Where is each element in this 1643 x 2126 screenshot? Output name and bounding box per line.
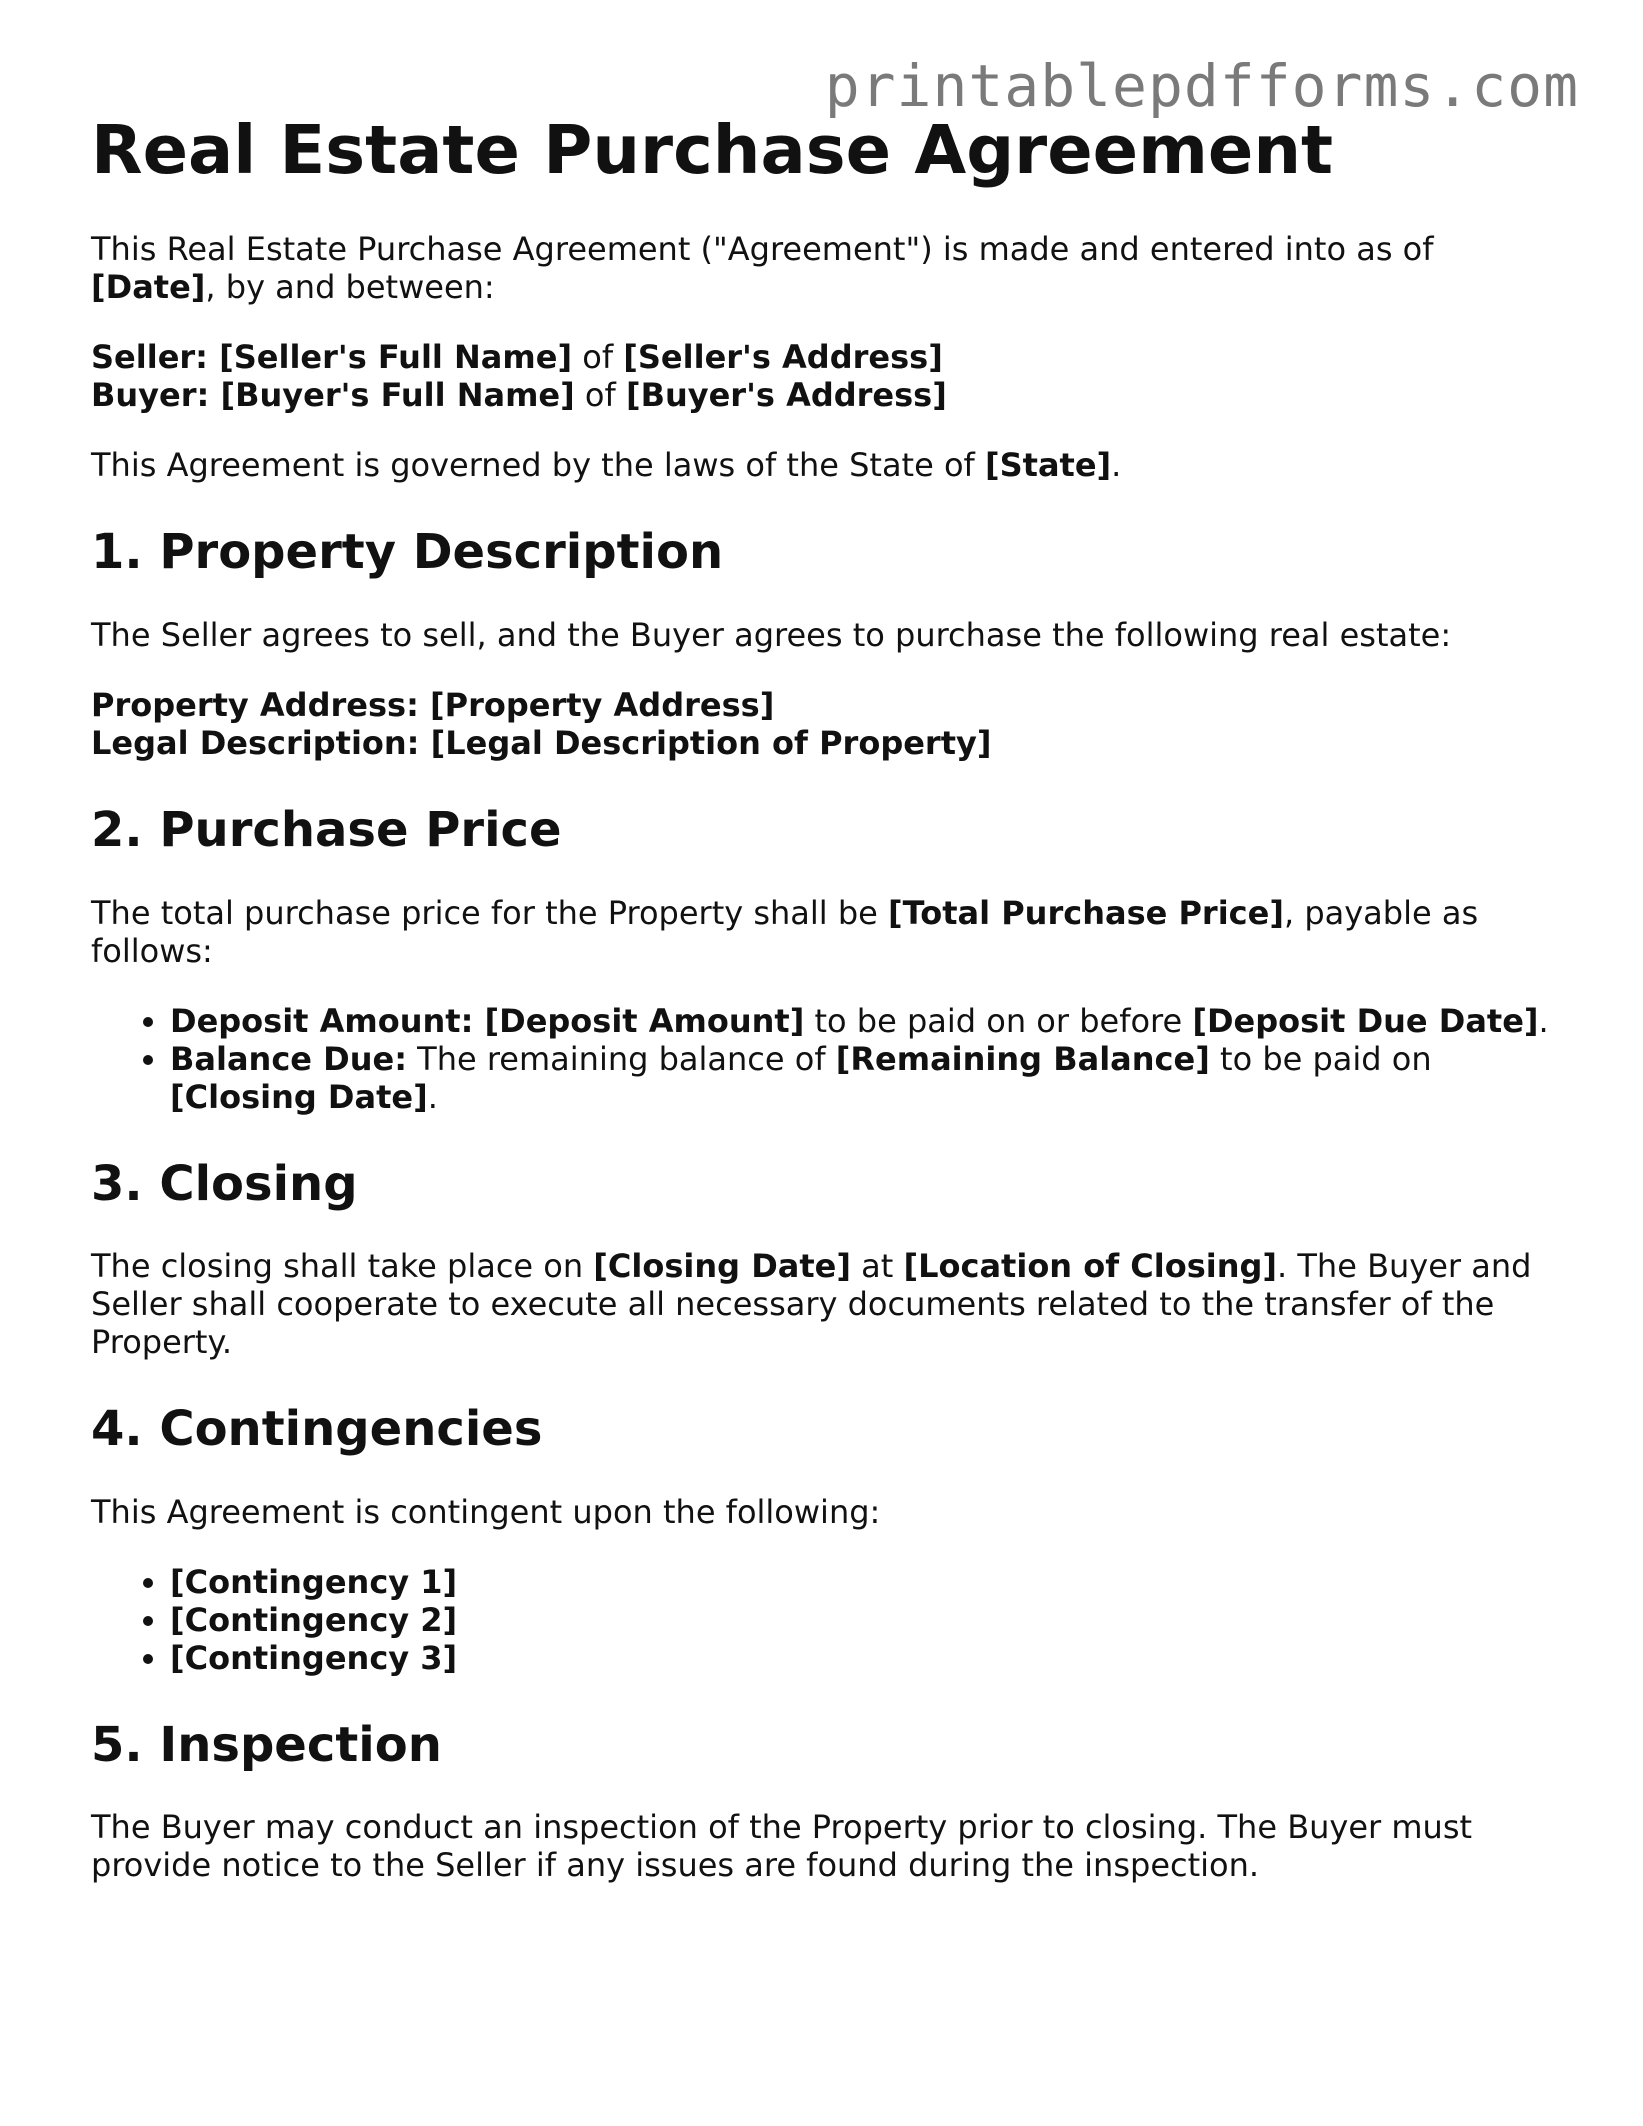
- section-heading-property: 1. Property Description: [91, 524, 724, 581]
- list-item: [170, 1639, 1561, 1677]
- balance-amount: [Remaining Balance]: [835, 1039, 1210, 1078]
- price-text-end: , payable as follows:: [91, 893, 1479, 970]
- section-heading-contingencies: 4. Contingencies: [91, 1401, 543, 1458]
- property-details: [91, 686, 1561, 762]
- list-item: [170, 1563, 1561, 1601]
- balance-end: .: [427, 1077, 438, 1116]
- section-heading-closing: 3. Closing: [91, 1155, 358, 1212]
- balance-text: The remaining balance of: [406, 1039, 836, 1078]
- balance-text2: to be paid on: [1209, 1039, 1432, 1078]
- deposit-text: to be paid on or before: [804, 1001, 1193, 1040]
- deposit-label: Deposit Amount: [Deposit Amount]: [170, 1001, 805, 1040]
- list-item: [170, 1040, 1561, 1116]
- document-title: Real Estate Purchase Agreement: [91, 111, 1334, 189]
- governing-text: This Agreement is governed by the laws of the State of: [91, 446, 985, 485]
- contingencies-intro: This Agreement is contingent upon the following:: [91, 1492, 881, 1531]
- buyer-name: Buyer: [Buyer's Full Name]: [91, 376, 575, 415]
- contingency-list: [91, 1563, 1561, 1677]
- parties: [91, 338, 1561, 414]
- closing-paragraph: [91, 1247, 1561, 1361]
- list-item: [170, 1002, 1561, 1040]
- seller-address: [Seller's Address]: [623, 338, 943, 377]
- contingency-item: [Contingency 1]: [170, 1562, 458, 1601]
- intro-paragraph: [91, 230, 1561, 306]
- payment-list: [91, 1002, 1561, 1116]
- seller-name: Seller: [Seller's Full Name]: [91, 338, 573, 377]
- closing-text-end: . The Buyer and Seller shall cooperate to execute all necessary documents related to the transfer of the Property.: [91, 1247, 1532, 1362]
- closing-text: The closing shall take place on: [91, 1247, 594, 1286]
- section-heading-price: 2. Purchase Price: [91, 801, 562, 858]
- governing-law: [91, 446, 1561, 484]
- balance-date: [Closing Date]: [170, 1077, 428, 1116]
- intro-text-end: , by and between:: [205, 268, 495, 307]
- property-address: Property Address: [Property Address]: [91, 685, 775, 724]
- inspection-paragraph: The Buyer may conduct an inspection of the Property prior to closing. The Buyer must provide notice to the Seller if any issues are found during the inspection.: [91, 1808, 1473, 1885]
- seller-of: of: [572, 338, 624, 377]
- price-text: The total purchase price for the Property shall be: [91, 893, 889, 932]
- governing-state: [State]: [984, 446, 1112, 485]
- list-item: [170, 1601, 1561, 1639]
- contingency-item: [Contingency 2]: [170, 1600, 458, 1639]
- document-page: [91, 110, 1561, 1916]
- closing-at: at: [850, 1247, 904, 1286]
- property-intro: The Seller agrees to sell, and the Buyer agrees to purchase the following real estate:: [91, 615, 1452, 654]
- intro-text: This Real Estate Purchase Agreement ("Agreement") is made and entered into as of: [91, 230, 1434, 269]
- buyer-of: of: [574, 376, 626, 415]
- total-price: [Total Purchase Price]: [888, 893, 1284, 932]
- buyer-address: [Buyer's Address]: [625, 376, 947, 415]
- price-paragraph: [91, 894, 1561, 970]
- contingency-item: [Contingency 3]: [170, 1638, 458, 1677]
- section-heading-inspection: 5. Inspection: [91, 1716, 442, 1773]
- deposit-end: .: [1538, 1001, 1549, 1040]
- governing-end: .: [1111, 446, 1122, 485]
- agreement-date: [Date]: [91, 268, 206, 307]
- watermark: printablepdfforms.com: [824, 52, 1579, 120]
- deposit-due-date: [Deposit Due Date]: [1192, 1001, 1539, 1040]
- closing-location: [Location of Closing]: [903, 1247, 1278, 1286]
- closing-date: [Closing Date]: [593, 1247, 851, 1286]
- balance-label: Balance Due:: [170, 1039, 407, 1078]
- legal-description: Legal Description: [Legal Description of Property]: [91, 723, 992, 762]
